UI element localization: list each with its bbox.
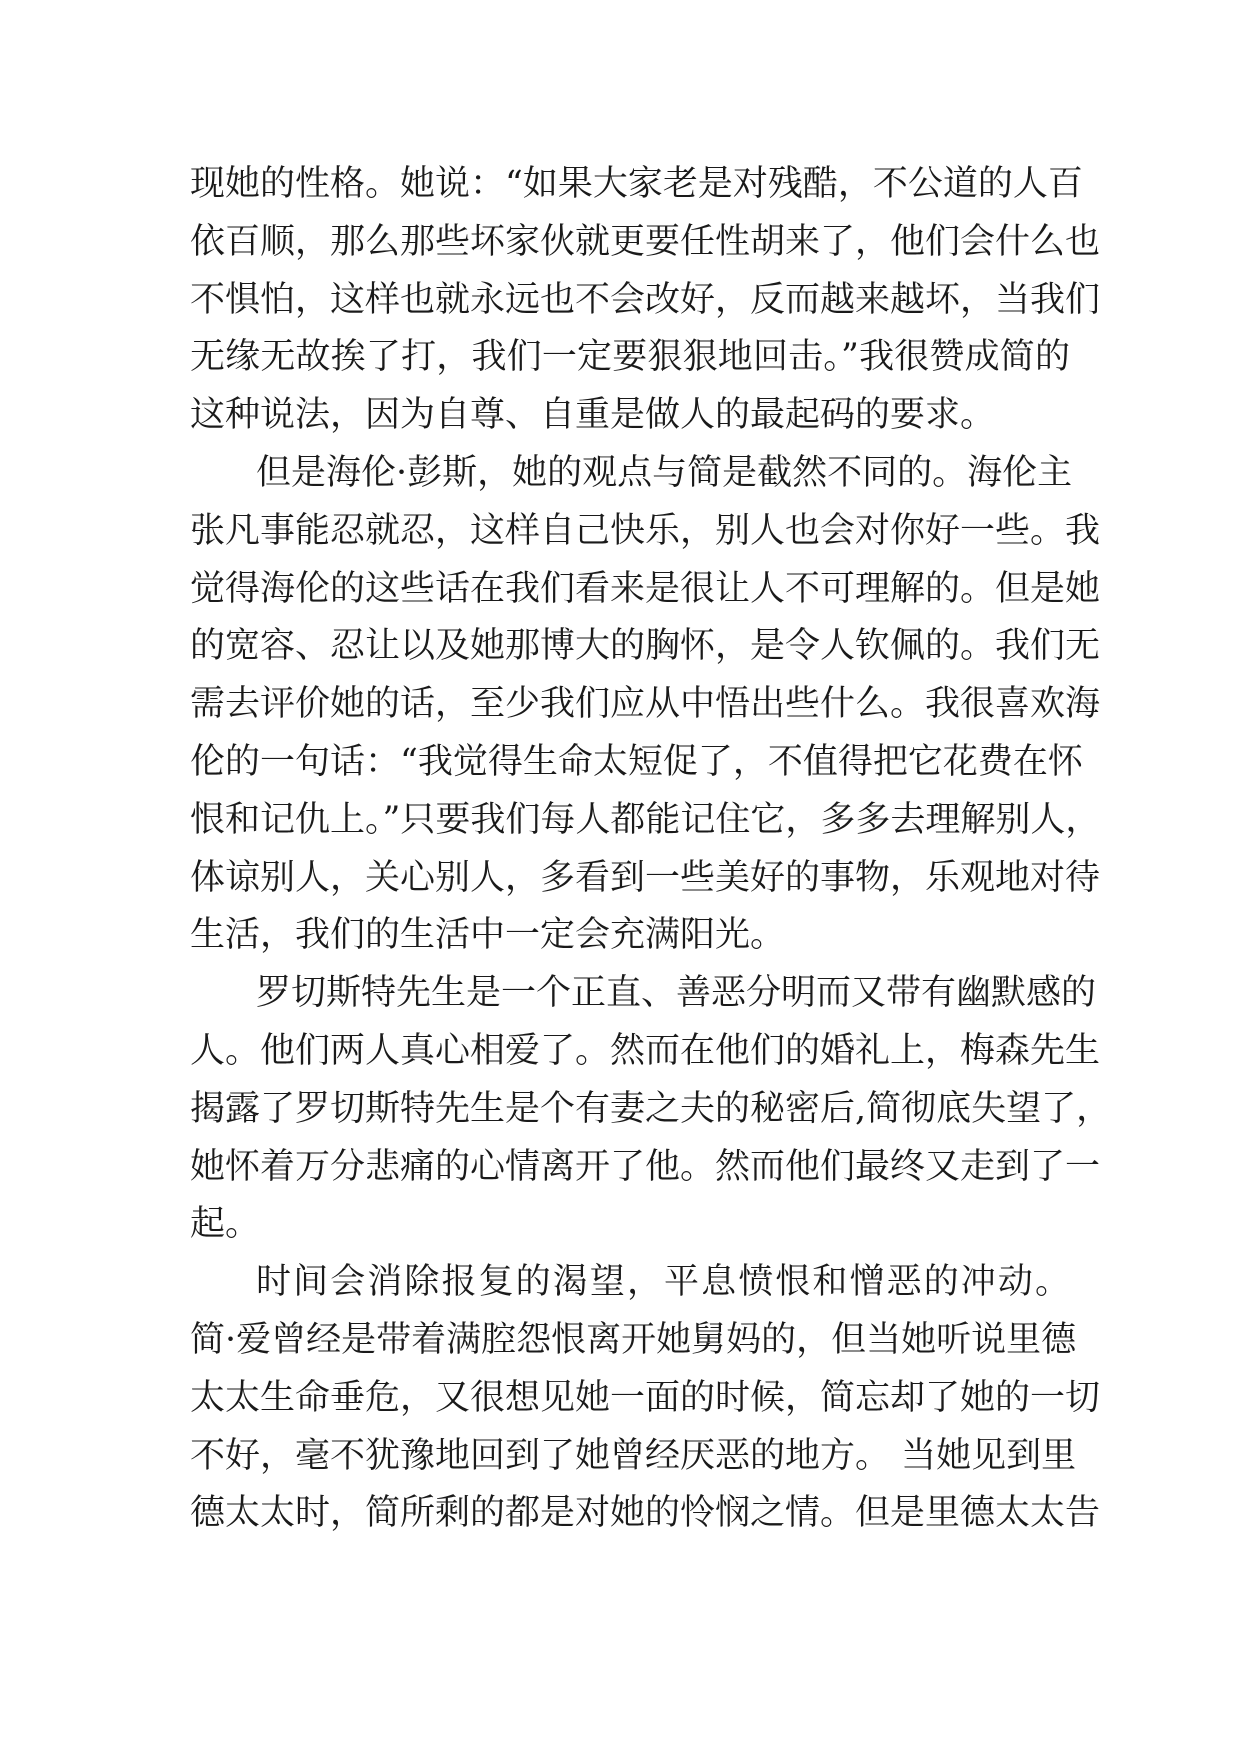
text-line: 她怀着万分悲痛的心情离开了他。然而他们最终又走到了一: [190, 1146, 1101, 1187]
text-line: 的宽容、忍让以及她那博大的胸怀，是令人钦佩的。我们无: [190, 626, 1101, 667]
text-line: 体谅别人，关心别人，多看到一些美好的事物，乐观地对待: [190, 857, 1101, 898]
text-line: 德太太时，简所剩的都是对她的怜悯之情。但是里德太太告: [190, 1493, 1101, 1534]
text-line: 无缘无故挨了打，我们一定要狠狠地回击。”我很赞成简的: [190, 337, 1070, 378]
text-line: 恨和记仇上。”只要我们每人都能记住它，多多去理解别人，: [190, 799, 1101, 840]
text-line: 起。: [190, 1204, 261, 1245]
text-line: 简·爱曾经是带着满腔怨恨离开她舅妈的，但当她听说里德: [190, 1319, 1077, 1360]
text-line: 这种说法，因为自尊、自重是做人的最起码的要求。: [190, 395, 996, 436]
text-line: 现她的性格。她说：“如果大家老是对残酷，不公道的人百: [190, 164, 1083, 204]
text-line: 张凡事能忍就忍，这样自己快乐，别人也会对你好一些。我: [190, 510, 1101, 551]
text-line: 人。他们两人真心相爱了。然而在他们的婚礼上，梅森先生: [190, 1030, 1101, 1071]
body-text: [190, 156, 1112, 1543]
text-line: 伦的一句话：“我觉得生命太短促了，不值得把它花费在怀: [190, 741, 1083, 782]
paragraph-first-line: 罗切斯特先生是一个正直、善恶分明而又带有幽默感的: [256, 973, 1097, 1014]
text-line: 太太生命垂危，又很想见她一面的时候，简忘却了她的一切: [190, 1377, 1101, 1418]
text-line: 需去评价她的话，至少我们应从中悟出些什么。我很喜欢海: [190, 684, 1101, 725]
text-line: 不好，毫不犹豫地回到了她曾经厌恶的地方。 当她见到里: [190, 1435, 1077, 1476]
paragraph-first-line: 时间会消除报复的渴望，平息愤恨和憎恶的冲动。: [256, 1262, 1070, 1303]
text-line: 生活，我们的生活中一定会充满阳光。: [190, 915, 786, 956]
paragraph-first-line: 但是海伦·彭斯，她的观点与简是截然不同的。海伦主: [256, 452, 1073, 493]
text-line: 不惧怕，这样也就永远也不会改好，反而越来越坏，当我们: [190, 279, 1101, 320]
text-line: 觉得海伦的这些话在我们看来是很让人不可理解的。但是她: [190, 568, 1101, 609]
text-line: 依百顺，那么那些坏家伙就更要任性胡来了，他们会什么也: [190, 221, 1101, 262]
text-line: 揭露了罗切斯特先生是个有妻之夫的秘密后,简彻底失望了，: [190, 1088, 1112, 1129]
